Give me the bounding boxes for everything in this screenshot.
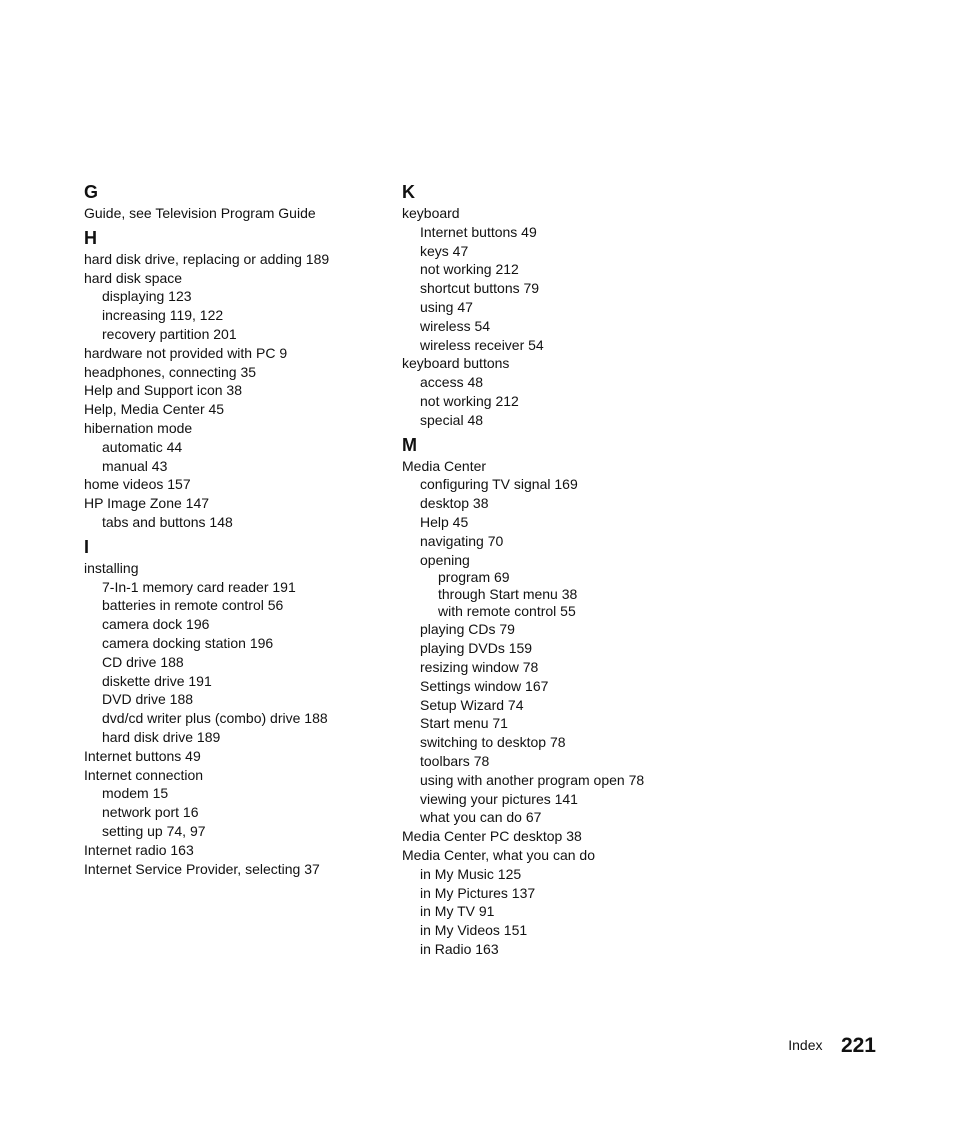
- index-subentry: in Radio 163: [420, 940, 499, 957]
- index-column-right: [402, 180, 702, 959]
- index-subentry: Setup Wizard 74: [420, 696, 524, 713]
- index-entry: hardware not provided with PC 9: [84, 344, 288, 361]
- index-subentry: toolbars 78: [420, 752, 490, 769]
- index-subentry: desktop 38: [420, 495, 489, 512]
- index-entry: Media Center: [402, 457, 487, 474]
- index-entry: keyboard buttons: [402, 355, 510, 372]
- index-subentry: with remote control 55: [438, 603, 576, 620]
- index-subentry: camera docking station 196: [102, 634, 274, 651]
- index-entry: Internet connection: [84, 766, 204, 783]
- index-entry: installing: [84, 559, 139, 576]
- index-subentry: not working 212: [420, 392, 519, 409]
- page-footer: [788, 1034, 876, 1058]
- index-subentry: wireless receiver 54: [420, 336, 544, 353]
- index-subentry: displaying 123: [102, 288, 192, 305]
- index-subentry: using with another program open 78: [420, 771, 645, 788]
- index-entry: headphones, connecting 35: [84, 363, 257, 380]
- index-entry: Help, Media Center 45: [84, 401, 225, 418]
- index-subentry: what you can do 67: [420, 809, 542, 826]
- section-letter-heading: K: [402, 182, 415, 202]
- index-entry: hard disk drive, replacing or adding 189: [84, 250, 330, 267]
- index-subentry: increasing 119, 122: [102, 307, 224, 324]
- index-subentry: viewing your pictures 141: [420, 790, 578, 807]
- index-subentry: playing CDs 79: [420, 621, 515, 638]
- index-subentry: switching to desktop 78: [420, 734, 566, 751]
- index-subentry: setting up 74, 97: [102, 822, 206, 839]
- index-subentry: keys 47: [420, 242, 469, 259]
- index-subentry: automatic 44: [102, 438, 183, 455]
- index-subentry: wireless 54: [420, 317, 491, 334]
- index-entry: Media Center, what you can do: [402, 846, 596, 863]
- index-entry: Guide, see Television Program Guide: [84, 205, 316, 221]
- page-number: 221: [840, 1034, 876, 1057]
- index-section: [402, 433, 702, 959]
- footer-label: Index: [788, 1037, 823, 1053]
- index-subentry: Help 45: [420, 513, 469, 530]
- index-subentry: in My Videos 151: [420, 922, 528, 939]
- index-subentry: dvd/cd writer plus (combo) drive 188: [102, 710, 328, 727]
- index-subentry: CD drive 188: [102, 653, 184, 670]
- index-subentry: special 48: [420, 411, 484, 428]
- section-letter-heading: H: [84, 227, 97, 248]
- index-subentry: in My TV 91: [420, 903, 495, 920]
- section-letter-heading: M: [402, 434, 417, 455]
- index-subentry: manual 43: [102, 457, 168, 474]
- index-subentry: access 48: [420, 374, 484, 391]
- index-section: [402, 180, 702, 430]
- index-subentry: hard disk drive 189: [102, 728, 221, 745]
- index-subentry: resizing window 78: [420, 658, 539, 675]
- index-subentry: playing DVDs 159: [420, 640, 533, 657]
- index-subentry: through Start menu 38: [438, 586, 578, 603]
- index-subentry: in My Music 125: [420, 865, 522, 882]
- index-entry: Internet buttons 49: [84, 747, 201, 764]
- index-entry: HP Image Zone 147: [84, 495, 210, 512]
- section-letter-heading: I: [84, 536, 90, 557]
- index-column-left: [84, 180, 384, 878]
- index-subentry: DVD drive 188: [102, 691, 194, 708]
- index-subentry: Settings window 167: [420, 677, 549, 694]
- index-subentry: 7-In-1 memory card reader 191: [102, 578, 296, 595]
- index-entry: Internet radio 163: [84, 841, 194, 858]
- index-section: [84, 180, 384, 223]
- index-subentry: using 47: [420, 298, 473, 315]
- index-subentry: recovery partition 201: [102, 325, 237, 342]
- index-subentry: navigating 70: [420, 532, 504, 549]
- index-subentry: not working 212: [420, 261, 519, 278]
- index-subentry: shortcut buttons 79: [420, 280, 540, 297]
- index-subentry: diskette drive 191: [102, 672, 212, 689]
- index-subentry: opening: [420, 551, 470, 568]
- index-section: [84, 535, 384, 879]
- index-subentry: modem 15: [102, 785, 169, 802]
- index-subentry: in My Pictures 137: [420, 884, 536, 901]
- index-entry: hard disk space: [84, 269, 183, 286]
- index-entry: keyboard: [402, 205, 460, 221]
- index-subentry: camera dock 196: [102, 616, 210, 633]
- section-letter-heading: G: [84, 182, 99, 202]
- index-subentry: program 69: [438, 569, 510, 586]
- index-subentry: configuring TV signal 169: [420, 476, 578, 493]
- index-subentry: batteries in remote control 56: [102, 597, 284, 614]
- index-entry: Help and Support icon 38: [84, 382, 242, 399]
- index-subentry: tabs and buttons 148: [102, 513, 233, 530]
- index-entry: Media Center PC desktop 38: [402, 828, 582, 845]
- index-subentry: Start menu 71: [420, 715, 508, 732]
- index-entry: home videos 157: [84, 476, 191, 493]
- index-subentry: Internet buttons 49: [420, 223, 537, 240]
- index-entry: Internet Service Provider, selecting 37: [84, 860, 320, 877]
- index-entry: hibernation mode: [84, 419, 193, 436]
- index-subentry: network port 16: [102, 804, 199, 821]
- index-section: [84, 226, 384, 532]
